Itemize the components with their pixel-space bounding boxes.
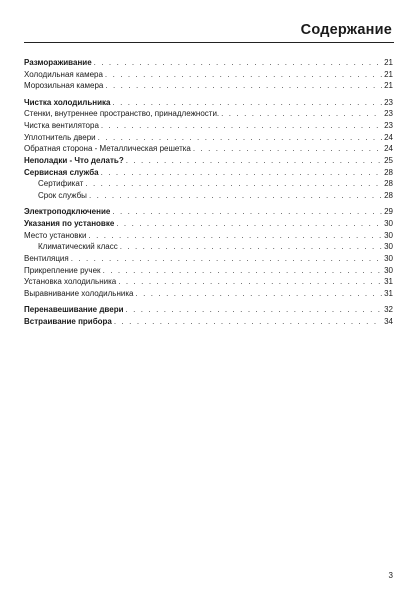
toc-entry[interactable]: [24, 80, 393, 92]
toc-entry-page: 34: [384, 316, 393, 326]
toc-entry-title: Сертификат: [38, 179, 84, 189]
table-of-contents: [24, 57, 393, 328]
toc-entry-title: Перенавешивание двери: [24, 305, 124, 315]
toc-entry[interactable]: [24, 120, 393, 132]
toc-dot-leader: [126, 155, 382, 167]
toc-entry-title: Вентиляция: [24, 254, 69, 263]
toc-entry[interactable]: [24, 155, 393, 167]
toc-entry-page: 23: [384, 120, 393, 130]
toc-entry[interactable]: [24, 206, 393, 218]
toc-dot-leader: [221, 108, 382, 120]
toc-entry[interactable]: [24, 178, 393, 190]
toc-dot-leader: [94, 57, 382, 69]
toc-dot-leader: [120, 241, 382, 253]
toc-entry-title: Уплотнитель двери: [24, 132, 96, 142]
toc-entry[interactable]: [24, 288, 393, 300]
toc-dot-leader: [103, 265, 383, 277]
toc-dot-leader: [101, 120, 382, 132]
toc-entry-page: 28: [384, 191, 393, 201]
toc-entry-page: 30: [384, 242, 393, 252]
toc-entry[interactable]: [24, 167, 393, 179]
toc-entry-title: Чистка вентилятора: [24, 120, 99, 130]
toc-entry-page: 31: [384, 289, 393, 299]
toc-entry-title: Встраивание прибора: [24, 316, 112, 326]
toc-dot-leader: [126, 304, 383, 316]
toc-entry-page: 23: [384, 97, 393, 107]
toc-entry-title: Морозильная камера: [24, 81, 104, 91]
toc-entry-title: Указания по установке: [24, 218, 115, 228]
toc-dot-leader: [85, 178, 382, 190]
toc-entry-page: 23: [384, 109, 393, 119]
toc-entry[interactable]: [24, 97, 393, 109]
toc-dot-leader: [112, 97, 382, 109]
toc-entry-title: Срок службы: [38, 191, 87, 201]
toc-entry[interactable]: [24, 265, 393, 277]
toc-dot-leader: [98, 132, 382, 144]
toc-dot-leader: [118, 276, 382, 288]
toc-entry-title: Выравнивание холодильника: [24, 289, 134, 299]
toc-entry[interactable]: [24, 132, 393, 144]
toc-dot-leader: [136, 288, 383, 300]
toc-dot-leader: [116, 218, 382, 230]
toc-entry-page: 28: [384, 167, 393, 177]
toc-entry-title: Установка холодильника: [24, 277, 117, 287]
toc-entry-title: Место установки: [24, 230, 87, 240]
toc-dot-leader: [88, 230, 382, 242]
toc-entry-page: 24: [384, 132, 393, 142]
toc-dot-leader: [89, 190, 382, 202]
toc-entry[interactable]: [24, 69, 393, 81]
toc-entry-page: 31: [384, 277, 393, 287]
toc-entry[interactable]: [24, 190, 393, 202]
toc-entry[interactable]: [24, 276, 393, 288]
toc-entry-title: Сервисная служба: [24, 167, 99, 177]
toc-entry-title: Холодильная камера: [24, 69, 103, 79]
toc-entry-title: Стенки, внутреннее пространство, принадлежности.: [24, 109, 220, 119]
toc-dot-leader: [193, 143, 382, 155]
toc-entry[interactable]: [24, 143, 393, 155]
toc-entry[interactable]: [24, 316, 393, 328]
toc-entry-title: Прикрепление ручек: [24, 265, 101, 275]
toc-dot-leader: [105, 80, 382, 92]
toc-entry[interactable]: [24, 304, 393, 316]
toc-entry-page: 29: [384, 207, 393, 217]
toc-entry[interactable]: [24, 218, 393, 230]
toc-entry[interactable]: [24, 253, 393, 265]
toc-entry-title: Размораживание: [24, 58, 92, 67]
toc-entry-title: Неполадки - Что делать?: [24, 156, 124, 165]
title-divider: [24, 42, 394, 43]
toc-dot-leader: [101, 167, 382, 179]
toc-entry[interactable]: [24, 241, 393, 253]
toc-entry-title: Обратная сторона - Металлическая решетка: [24, 144, 191, 154]
toc-entry-page: 30: [384, 265, 393, 275]
toc-dot-leader: [112, 206, 382, 218]
toc-entry-page: 30: [384, 254, 393, 263]
toc-dot-leader: [71, 253, 382, 265]
toc-dot-leader: [114, 316, 382, 328]
toc-entry[interactable]: [24, 57, 393, 69]
toc-entry[interactable]: [24, 230, 393, 242]
toc-entry-page: 24: [384, 144, 393, 154]
page-title: Содержание: [300, 22, 392, 38]
toc-entry-page: 21: [384, 81, 393, 91]
toc-entry-page: 21: [384, 69, 393, 79]
toc-entry-page: 25: [384, 156, 393, 165]
toc-entry-page: 32: [384, 305, 393, 315]
toc-entry-title: Электроподключение: [24, 207, 111, 217]
toc-entry-title: Чистка холодильника: [24, 97, 111, 107]
toc-entry-page: 30: [384, 218, 393, 228]
page-number: 3: [388, 571, 393, 580]
toc-entry-title: Климатический класс: [38, 242, 118, 252]
toc-entry[interactable]: [24, 108, 393, 120]
toc-dot-leader: [105, 69, 382, 81]
toc-entry-page: 28: [384, 179, 393, 189]
toc-entry-page: 21: [384, 58, 393, 67]
toc-entry-page: 30: [384, 230, 393, 240]
